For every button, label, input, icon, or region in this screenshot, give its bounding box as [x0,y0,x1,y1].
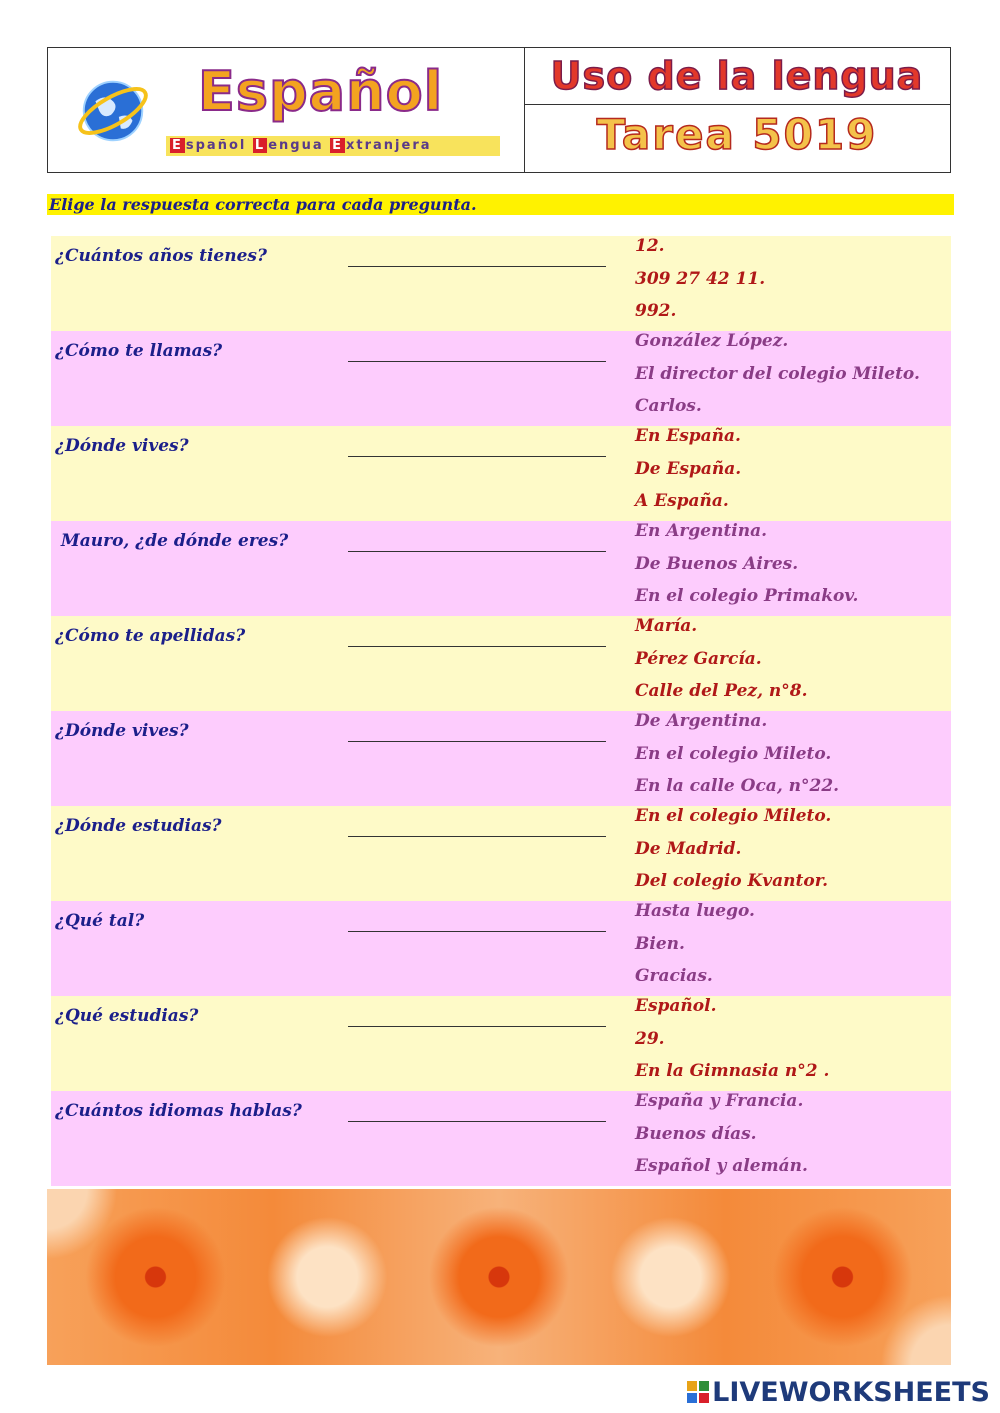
answer-blank[interactable] [348,646,606,647]
question-list [51,236,951,1186]
question-row [51,521,951,616]
answer-blank[interactable] [348,931,606,932]
task-number: Tarea 5019 [596,110,878,159]
question-text: ¿Dónde vives? [55,721,189,741]
answer-blank[interactable] [348,361,606,362]
question-row [51,996,951,1091]
question-row [51,426,951,521]
answer-option[interactable]: Calle del Pez, n°8. [635,681,808,701]
answer-option[interactable]: 309 27 42 11. [635,269,766,289]
answer-option[interactable]: De Buenos Aires. [635,554,799,574]
answer-option[interactable]: Bien. [635,934,685,954]
answer-blank[interactable] [348,456,606,457]
answer-option[interactable]: González López. [635,331,789,351]
answer-option[interactable]: En el colegio Primakov. [635,586,859,606]
answer-blank[interactable] [348,741,606,742]
answer-option[interactable]: El director del colegio Mileto. [635,364,920,384]
answer-blank[interactable] [348,1026,606,1027]
answer-option[interactable]: En Argentina. [635,521,768,541]
answer-option[interactable]: De España. [635,459,742,479]
globe-icon [74,72,152,150]
answer-option[interactable]: En el colegio Mileto. [635,744,832,764]
answer-option[interactable]: En el colegio Mileto. [635,806,832,826]
answer-option[interactable]: Español y alemán. [635,1156,808,1176]
answer-option[interactable]: En la Gimnasia n°2 . [635,1061,830,1081]
question-text: ¿Dónde estudias? [55,816,222,836]
page-title: Uso de la lengua [550,54,924,98]
question-row [51,1091,951,1186]
answer-blank[interactable] [348,551,606,552]
answer-option[interactable]: España y Francia. [635,1091,804,1111]
title-divider [524,104,950,105]
answer-option[interactable]: De Madrid. [635,839,742,859]
title-area [524,48,950,172]
header-box [47,47,951,173]
answer-option[interactable]: 29. [635,1029,665,1049]
liveworksheets-logo [687,1377,990,1408]
decorative-pattern [47,1189,951,1365]
logo-area [48,48,525,172]
question-row [51,236,951,331]
brand-name: LIVEWORKSHEETS [712,1377,990,1408]
answer-option[interactable]: Hasta luego. [635,901,755,921]
question-text: ¿Cómo te apellidas? [55,626,246,646]
answer-option[interactable]: María. [635,616,698,636]
instruction-text: Elige la respuesta correcta para cada pregunta. [47,194,954,215]
answer-option[interactable]: Buenos días. [635,1124,757,1144]
answer-option[interactable]: 992. [635,301,677,321]
liveworksheets-icon [687,1381,709,1403]
question-text: ¿Cómo te llamas? [55,341,223,361]
logo-title: Español [198,60,444,123]
question-text: ¿Cuántos años tienes? [55,246,267,266]
question-row [51,901,951,996]
answer-option[interactable]: Carlos. [635,396,702,416]
question-row [51,806,951,901]
question-row [51,616,951,711]
question-text: ¿Dónde vives? [55,436,189,456]
answer-option[interactable]: 12. [635,236,665,256]
question-text: ¿Cuántos idiomas hablas? [55,1101,302,1121]
logo-subtitle: E spañol L engua E xtranjera [166,136,500,156]
answer-option[interactable]: Pérez García. [635,649,762,669]
question-text: ¿Qué estudias? [55,1006,199,1026]
answer-option[interactable]: Gracias. [635,966,713,986]
answer-option[interactable]: Del colegio Kvantor. [635,871,829,891]
answer-option[interactable]: De Argentina. [635,711,768,731]
answer-option[interactable]: Español. [635,996,717,1016]
answer-option[interactable]: En la calle Oca, n°22. [635,776,840,796]
answer-option[interactable]: A España. [635,491,729,511]
question-text: Mauro, ¿de dónde eres? [55,531,289,551]
question-row [51,711,951,806]
answer-blank[interactable] [348,266,606,267]
answer-option[interactable]: En España. [635,426,741,446]
answer-blank[interactable] [348,836,606,837]
question-text: ¿Qué tal? [55,911,145,931]
answer-blank[interactable] [348,1121,606,1122]
question-row [51,331,951,426]
